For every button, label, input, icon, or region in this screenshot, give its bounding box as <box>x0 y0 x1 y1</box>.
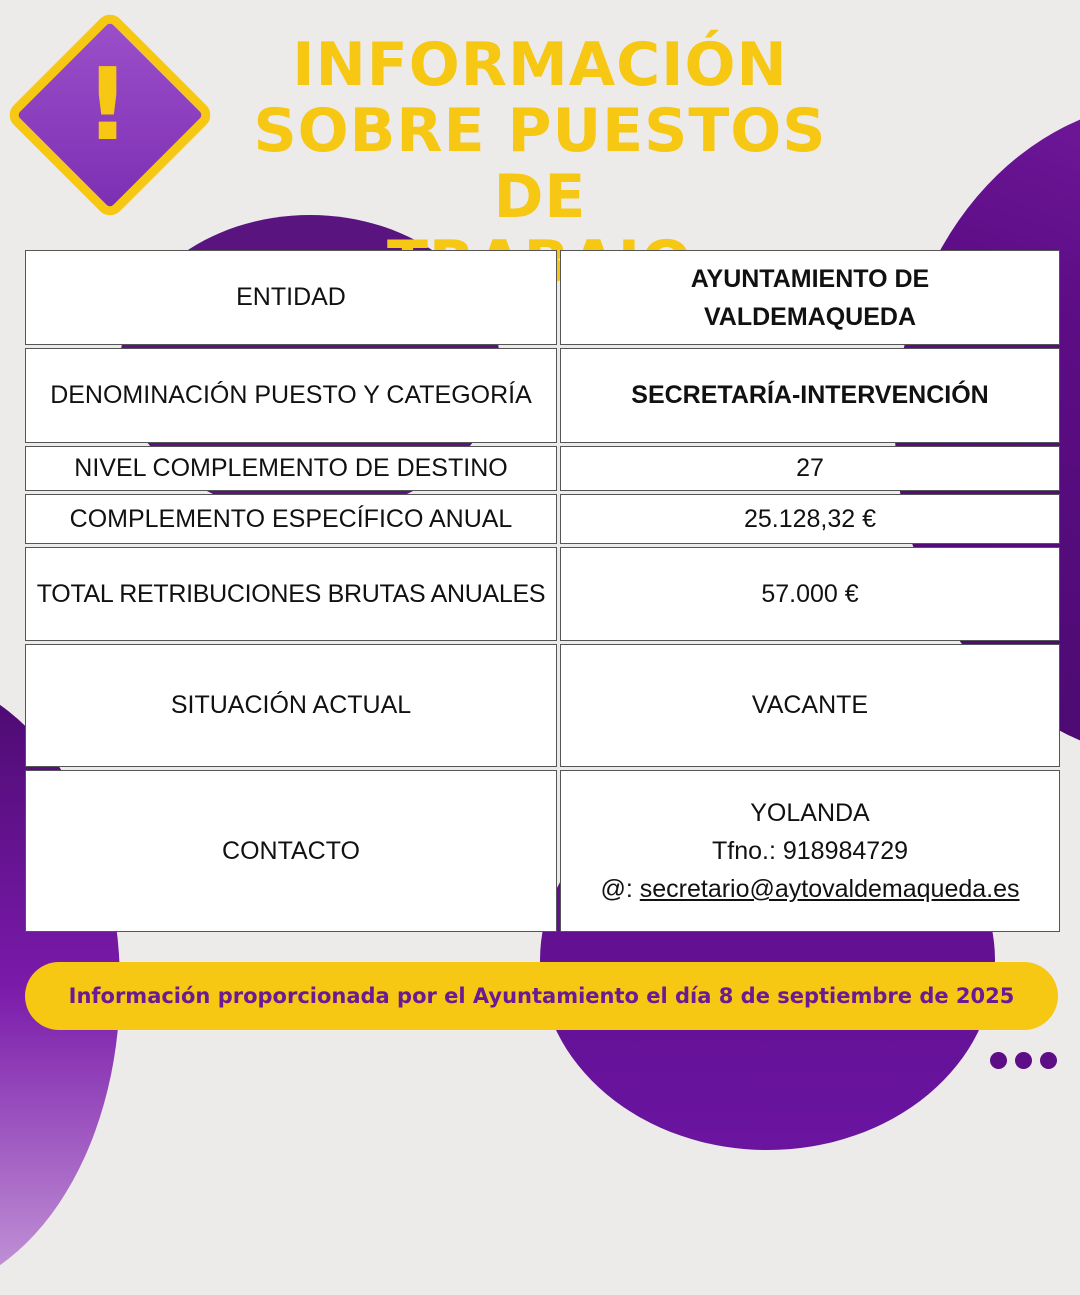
row-value: 57.000 € <box>560 547 1060 641</box>
email-link[interactable]: secretario@aytovaldemaqueda.es <box>639 875 1020 903</box>
contact-email-line <box>565 870 1055 908</box>
row-label: CONTACTO <box>25 770 557 932</box>
table-row-complemento <box>25 494 1060 544</box>
exclamation-icon: ! <box>84 46 131 163</box>
table-row-denominacion <box>25 348 1060 443</box>
dot <box>1015 1052 1032 1069</box>
row-label: NIVEL COMPLEMENTO DE DESTINO <box>25 446 557 491</box>
contact-phone: Tfno.: 918984729 <box>712 837 908 865</box>
row-label: DENOMINACIÓN PUESTO Y CATEGORÍA <box>25 348 557 443</box>
job-info-table <box>22 247 1063 935</box>
footer-banner <box>25 962 1058 1030</box>
row-label: TOTAL RETRIBUCIONES BRUTAS ANUALES <box>25 547 557 641</box>
table-row-nivel <box>25 446 1060 491</box>
row-value: VACANTE <box>560 644 1060 767</box>
row-label: COMPLEMENTO ESPECÍFICO ANUAL <box>25 494 557 544</box>
row-value: SECRETARÍA-INTERVENCIÓN <box>560 348 1060 443</box>
row-value: 25.128,32 € <box>560 494 1060 544</box>
title-line: INFORMACIÓN <box>292 30 788 100</box>
entity-line: VALDEMAQUEDA <box>703 302 917 331</box>
table-row-entidad <box>25 250 1060 345</box>
dot <box>1040 1052 1057 1069</box>
email-prefix: @: <box>600 875 640 903</box>
row-label: ENTIDAD <box>25 250 557 345</box>
table-row-situacion <box>25 644 1060 767</box>
title-line: SOBRE PUESTOS DE <box>253 96 827 232</box>
row-value-contacto <box>560 770 1060 932</box>
more-dots-icon <box>990 1052 1057 1069</box>
row-value-entidad <box>560 250 1060 345</box>
table-row-total <box>25 547 1060 641</box>
row-value: 27 <box>560 446 1060 491</box>
table-row-contacto <box>25 770 1060 932</box>
footer-text: Información proporcionada por el Ayuntamiento el día 8 de septiembre de 2025 <box>68 984 1015 1008</box>
contact-name: YOLANDA <box>750 799 870 827</box>
entity-line: AYUNTAMIENTO DE <box>690 264 930 293</box>
row-label: SITUACIÓN ACTUAL <box>25 644 557 767</box>
dot <box>990 1052 1007 1069</box>
